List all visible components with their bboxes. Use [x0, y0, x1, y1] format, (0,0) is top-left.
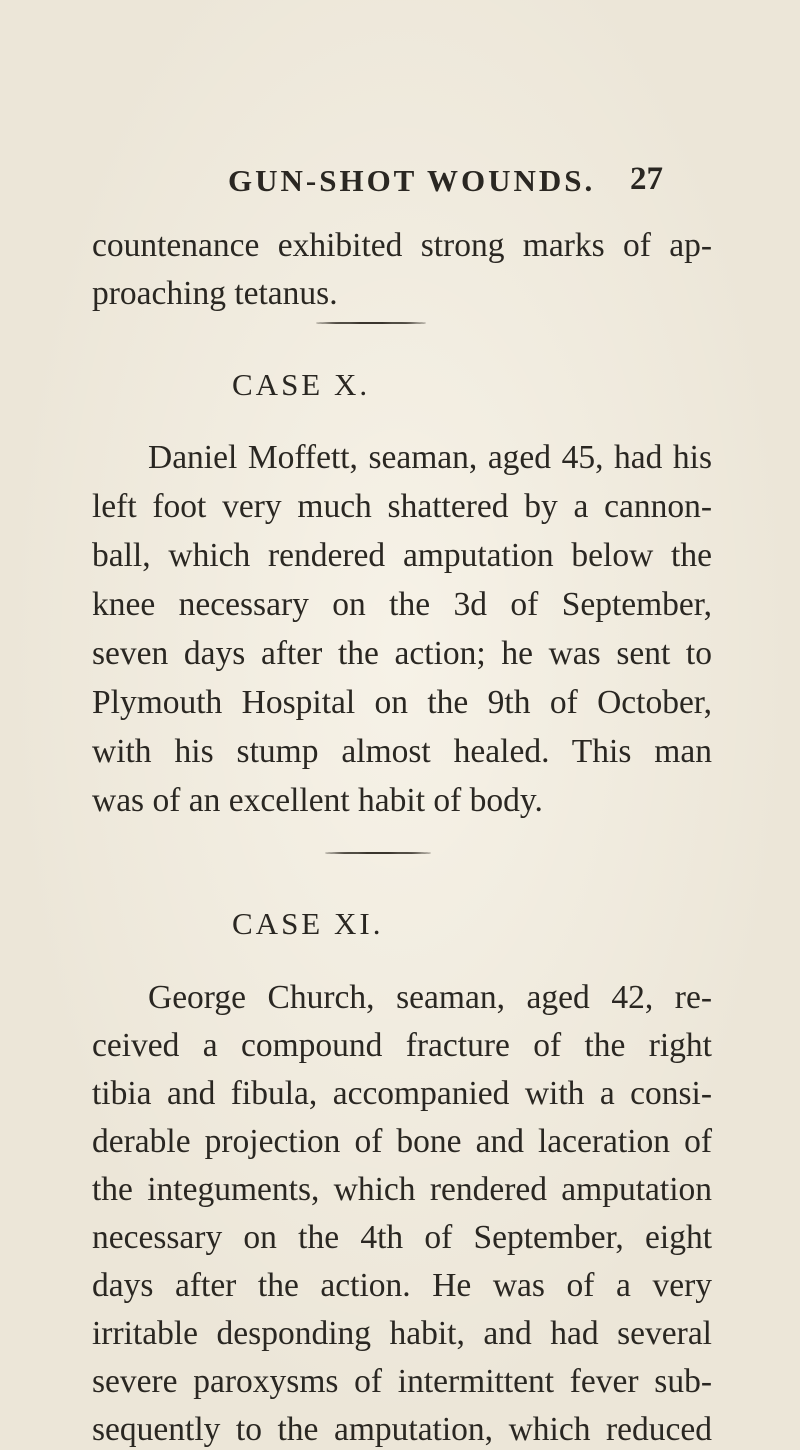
- case-heading: CASE X.: [232, 367, 371, 402]
- text-line: derable projection of bone and laceration of: [92, 1123, 712, 1160]
- text-line: irritable desponding habit, and had several: [92, 1315, 712, 1352]
- running-head: [0, 155, 800, 205]
- text-line: was of an excellent habit of body.: [92, 782, 543, 819]
- text-line: tibia and fibula, accompanied with a consi-: [92, 1075, 712, 1112]
- text-line: knee necessary on the 3d of September,: [92, 586, 712, 623]
- text-line: ceived a compound fracture of the right: [92, 1027, 712, 1064]
- page-number: 27: [630, 161, 663, 197]
- text-line: Daniel Moffett, seaman, aged 45, had his: [148, 439, 712, 476]
- text-line: ball, which rendered amputation below the: [92, 537, 712, 574]
- text-line: left foot very much shattered by a cannon-: [92, 488, 712, 525]
- text-line: necessary on the 4th of September, eight: [92, 1219, 712, 1256]
- case-heading: CASE XI.: [232, 906, 384, 941]
- section-divider: [316, 322, 426, 324]
- text-line: sequently to the amputation, which reduced: [92, 1411, 712, 1448]
- section-divider: [325, 852, 431, 854]
- text-line: with his stump almost healed. This man: [92, 733, 712, 770]
- text-line: seven days after the action; he was sent to: [92, 635, 712, 672]
- text-line: countenance exhibited strong marks of ap-: [92, 227, 712, 264]
- text-line: severe paroxysms of intermittent fever sub-: [92, 1363, 712, 1400]
- text-line: proaching tetanus.: [92, 275, 338, 312]
- text-line: the integuments, which rendered amputation: [92, 1171, 712, 1208]
- text-line: days after the action. He was of a very: [92, 1267, 712, 1304]
- text-line: George Church, seaman, aged 42, re-: [148, 979, 712, 1016]
- running-title: GUN-SHOT WOUNDS.: [228, 163, 596, 198]
- text-line: Plymouth Hospital on the 9th of October,: [92, 684, 712, 721]
